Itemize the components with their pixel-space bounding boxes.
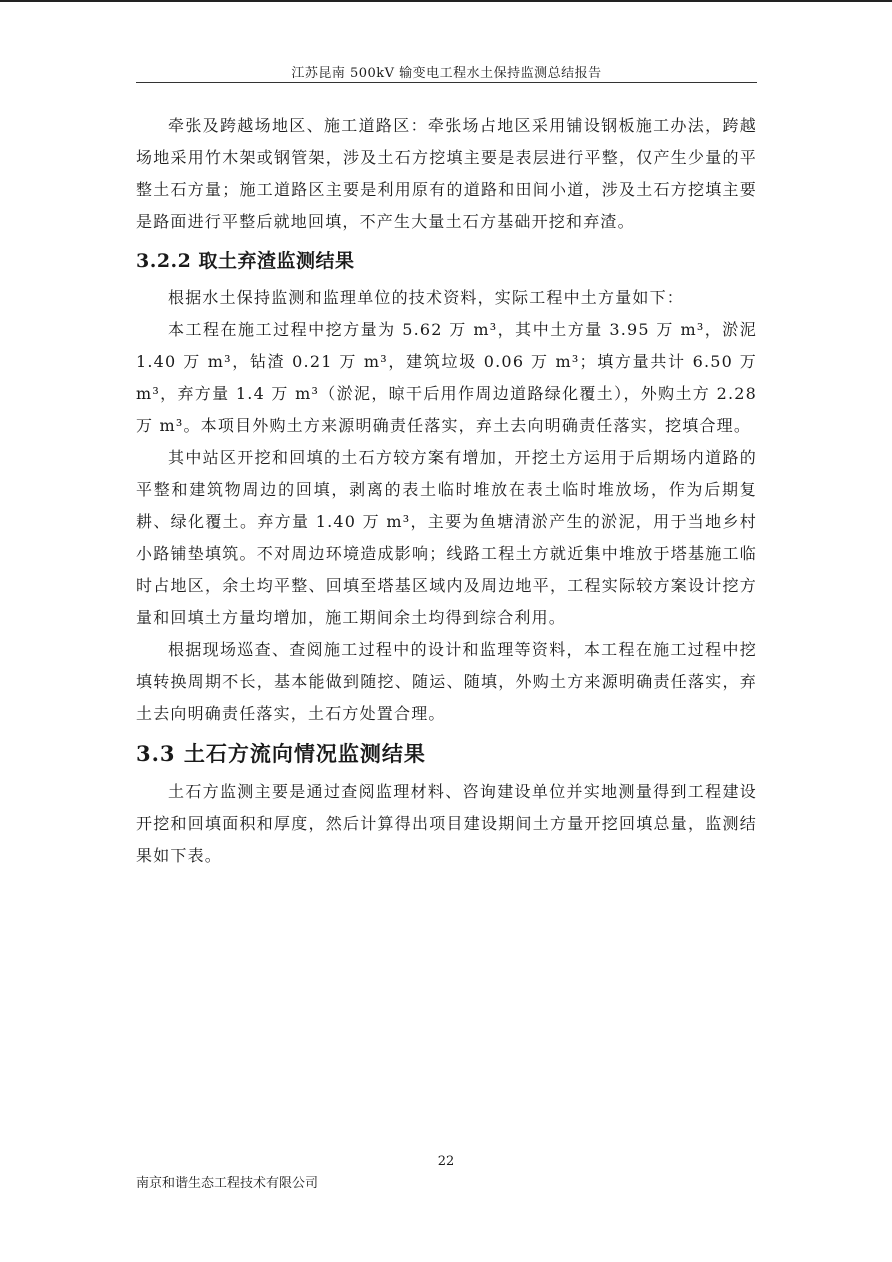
top-border-line — [0, 0, 892, 2]
page-content — [136, 110, 757, 872]
section-heading-3-3: 3.3 土石方流向情况监测结果 — [136, 741, 426, 766]
paragraph-earthwork-intro: 根据水土保持监测和监理单位的技术资料，实际工程中土方量如下： — [168, 288, 685, 307]
header-rule — [136, 82, 757, 83]
section-heading-3-2-2: 3.2.2 取土弃渣监测结果 — [136, 250, 355, 272]
page-number: 22 — [437, 1154, 455, 1169]
paragraph-tension-crossing-roads: 牵张及跨越场地区、施工道路区：牵张场占地区采用铺设钢板施工办法，跨越场地采用竹木架或钢管架，涉及土石方挖填主要是表层进行平整，仅产生少量的平整土石方量；施工道路区主要是利用原有的道路和田间小道，涉及土石方挖填主要是路面进行平整后就地回填，不产生大量土石方基础开挖和弃渣。 — [136, 116, 757, 231]
footer-company-name: 南京和谐生态工程技术有限公司 — [136, 1176, 319, 1191]
paragraph-earthwork-flow: 土石方监测主要是通过查阅监理材料、咨询建设单位并实地测量得到工程建设开挖和回填面积和厚度，然后计算得出项目建设期间土方量开挖回填总量，监测结果如下表。 — [136, 782, 757, 865]
running-header: 江苏昆南 500kV 输变电工程水土保持监测总结报告 — [291, 66, 602, 81]
paragraph-station-excavation: 其中站区开挖和回填的土石方较方案有增加，开挖土方运用于后期场内道路的平整和建筑物周边的回填，剥离的表土临时堆放在表土临时堆放场，作为后期复耕、绿化覆土。弃方量 1.40 万 m³，主要为鱼塘清淤产生的淤泥，用于当地乡村小路铺垫填筑。不对周边环境造成影响；线路工程土方就近集中堆放于塔基施工临时占地区，余土均平整、回填至塔基区域内及周边地平，工程实际较方案设计挖方量和回填土方量均增加，施工期间余土均得到综合利用。 — [136, 448, 757, 627]
paragraph-earthwork-quantities: 本工程在施工过程中挖方量为 5.62 万 m³，其中土方量 3.95 万 m³，淤泥 1.40 万 m³，钻渣 0.21 万 m³，建筑垃圾 0.06 万 m³；填方量共计 6.50 万 m³，弃方量 1.4 万 m³（淤泥，晾干后用作周边道路绿化覆土），外购土方 2.28 万 m³。本项目外购土方来源明确责任落实，弃土去向明确责任落实，挖填合理。 — [136, 320, 757, 435]
paragraph-site-inspection: 根据现场巡查、查阅施工过程中的设计和监理等资料，本工程在施工过程中挖填转换周期不长，基本能做到随挖、随运、随填，外购土方来源明确责任落实，弃土去向明确责任落实，土石方处置合理。 — [136, 640, 757, 723]
